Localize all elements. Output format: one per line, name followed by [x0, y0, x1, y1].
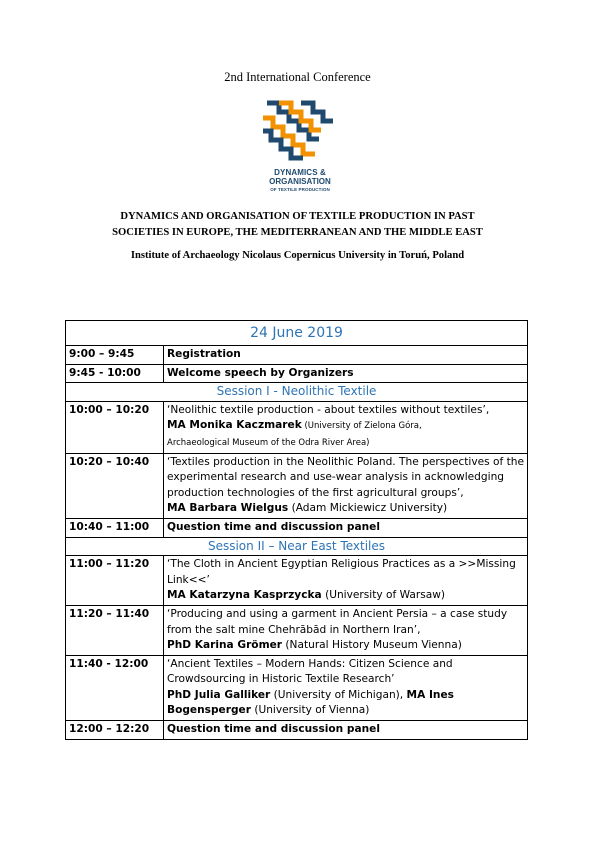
- speaker-name: PhD Karina Grömer: [167, 639, 283, 652]
- logo-text-line3: OF TEXTILE PRODUCTION: [270, 187, 330, 192]
- talk-title: ‘Neolithic textile production - about textiles without textiles’,: [167, 403, 490, 416]
- programme-date: 24 June 2019: [66, 321, 528, 346]
- speaker-affiliation: (University of Zielona Góra,: [301, 421, 422, 432]
- session-row: [66, 383, 528, 402]
- agenda-item: Welcome speech by Organizers: [164, 364, 528, 383]
- speaker-name: MA Monika Kaczmarek: [167, 419, 302, 432]
- table-row: [66, 556, 528, 606]
- talk-title: ‘Textiles production in the Neolithic Poland. The perspectives of the experimental research and use-wear analysis in acknowledging production technologies of the first agricultural groups’,: [167, 455, 525, 499]
- agenda-item: Question time and discussion panel: [164, 518, 528, 537]
- speaker-affiliation: (Natural History Museum Vienna): [282, 639, 462, 652]
- table-row: [66, 346, 528, 365]
- time-cell: 9:45 - 10:00: [66, 364, 164, 383]
- talk-cell: [164, 556, 528, 606]
- date-row: [66, 321, 528, 346]
- speaker-name: MA Barbara Wielgus: [167, 502, 289, 515]
- logo-stairs-icon: [255, 98, 345, 168]
- speaker-name: MA Ines Bogensperger: [167, 688, 454, 717]
- talk-title: ‘Producing and using a garment in Ancient Persia – a case study from the salt mine Chehrābād in Northern Iran’,: [167, 607, 508, 636]
- speaker-affiliation: (University of Vienna): [250, 704, 370, 717]
- table-row: [66, 721, 528, 740]
- logo-text-line2: ORGANISATION: [269, 177, 331, 186]
- table-row: [66, 453, 528, 518]
- talk-title: ‘Ancient Textiles – Modern Hands: Citizen Science and Crowdsourcing in Historic Textile Research’: [167, 657, 453, 686]
- time-cell: 10:00 – 10:20: [66, 401, 164, 453]
- table-row: [66, 401, 528, 453]
- time-cell: 10:20 – 10:40: [66, 453, 164, 518]
- speaker-affiliation: (University of Warsaw): [321, 589, 446, 602]
- title-line-2: SOCIETIES IN EUROPE, THE MEDITERRANEAN AND THE MIDDLE EAST: [112, 226, 483, 238]
- speaker-name: PhD Julia Galliker: [167, 688, 271, 701]
- time-cell: 12:00 – 12:20: [66, 721, 164, 740]
- programme-table: [65, 320, 528, 740]
- time-cell: 11:40 - 12:00: [66, 655, 164, 720]
- table-row: [66, 364, 528, 383]
- institution: Institute of Archaeology Nicolaus Copernicus University in Toruń, Poland: [130, 250, 465, 261]
- logo-text-line1: DYNAMICS &: [274, 168, 326, 177]
- talk-cell: [164, 655, 528, 720]
- agenda-item: Registration: [164, 346, 528, 365]
- speaker-name: MA Katarzyna Kasprzycka: [167, 589, 322, 602]
- title-line-1: DYNAMICS AND ORGANISATION OF TEXTILE PRODUCTION IN PAST: [120, 211, 475, 222]
- table-row: [66, 655, 528, 720]
- conference-label: 2nd International Conference: [224, 70, 371, 84]
- conference-logo: [255, 98, 345, 198]
- talk-cell: [164, 605, 528, 655]
- time-cell: 9:00 – 9:45: [66, 346, 164, 365]
- agenda-item: Question time and discussion panel: [164, 721, 528, 740]
- conference-title: [40, 209, 555, 240]
- talk-cell: [164, 453, 528, 518]
- session-title: Session I - Neolithic Textile: [66, 383, 528, 402]
- table-row: [66, 605, 528, 655]
- session-title: Session II – Near East Textiles: [66, 537, 528, 556]
- table-row: [66, 518, 528, 537]
- talk-title: ‘The Cloth in Ancient Egyptian Religious Practices as a >>Missing Link<<’: [167, 558, 516, 586]
- time-cell: 11:20 – 11:40: [66, 605, 164, 655]
- speaker-affiliation: (University of Michigan),: [270, 688, 407, 701]
- talk-cell: [164, 401, 528, 453]
- speaker-affiliation: (Adam Mickiewicz University): [288, 502, 448, 515]
- session-row: [66, 537, 528, 556]
- time-cell: 10:40 – 11:00: [66, 518, 164, 537]
- time-cell: 11:00 – 11:20: [66, 556, 164, 606]
- speaker-affiliation-cont: Archaeological Museum of the Odra River Area): [167, 437, 370, 448]
